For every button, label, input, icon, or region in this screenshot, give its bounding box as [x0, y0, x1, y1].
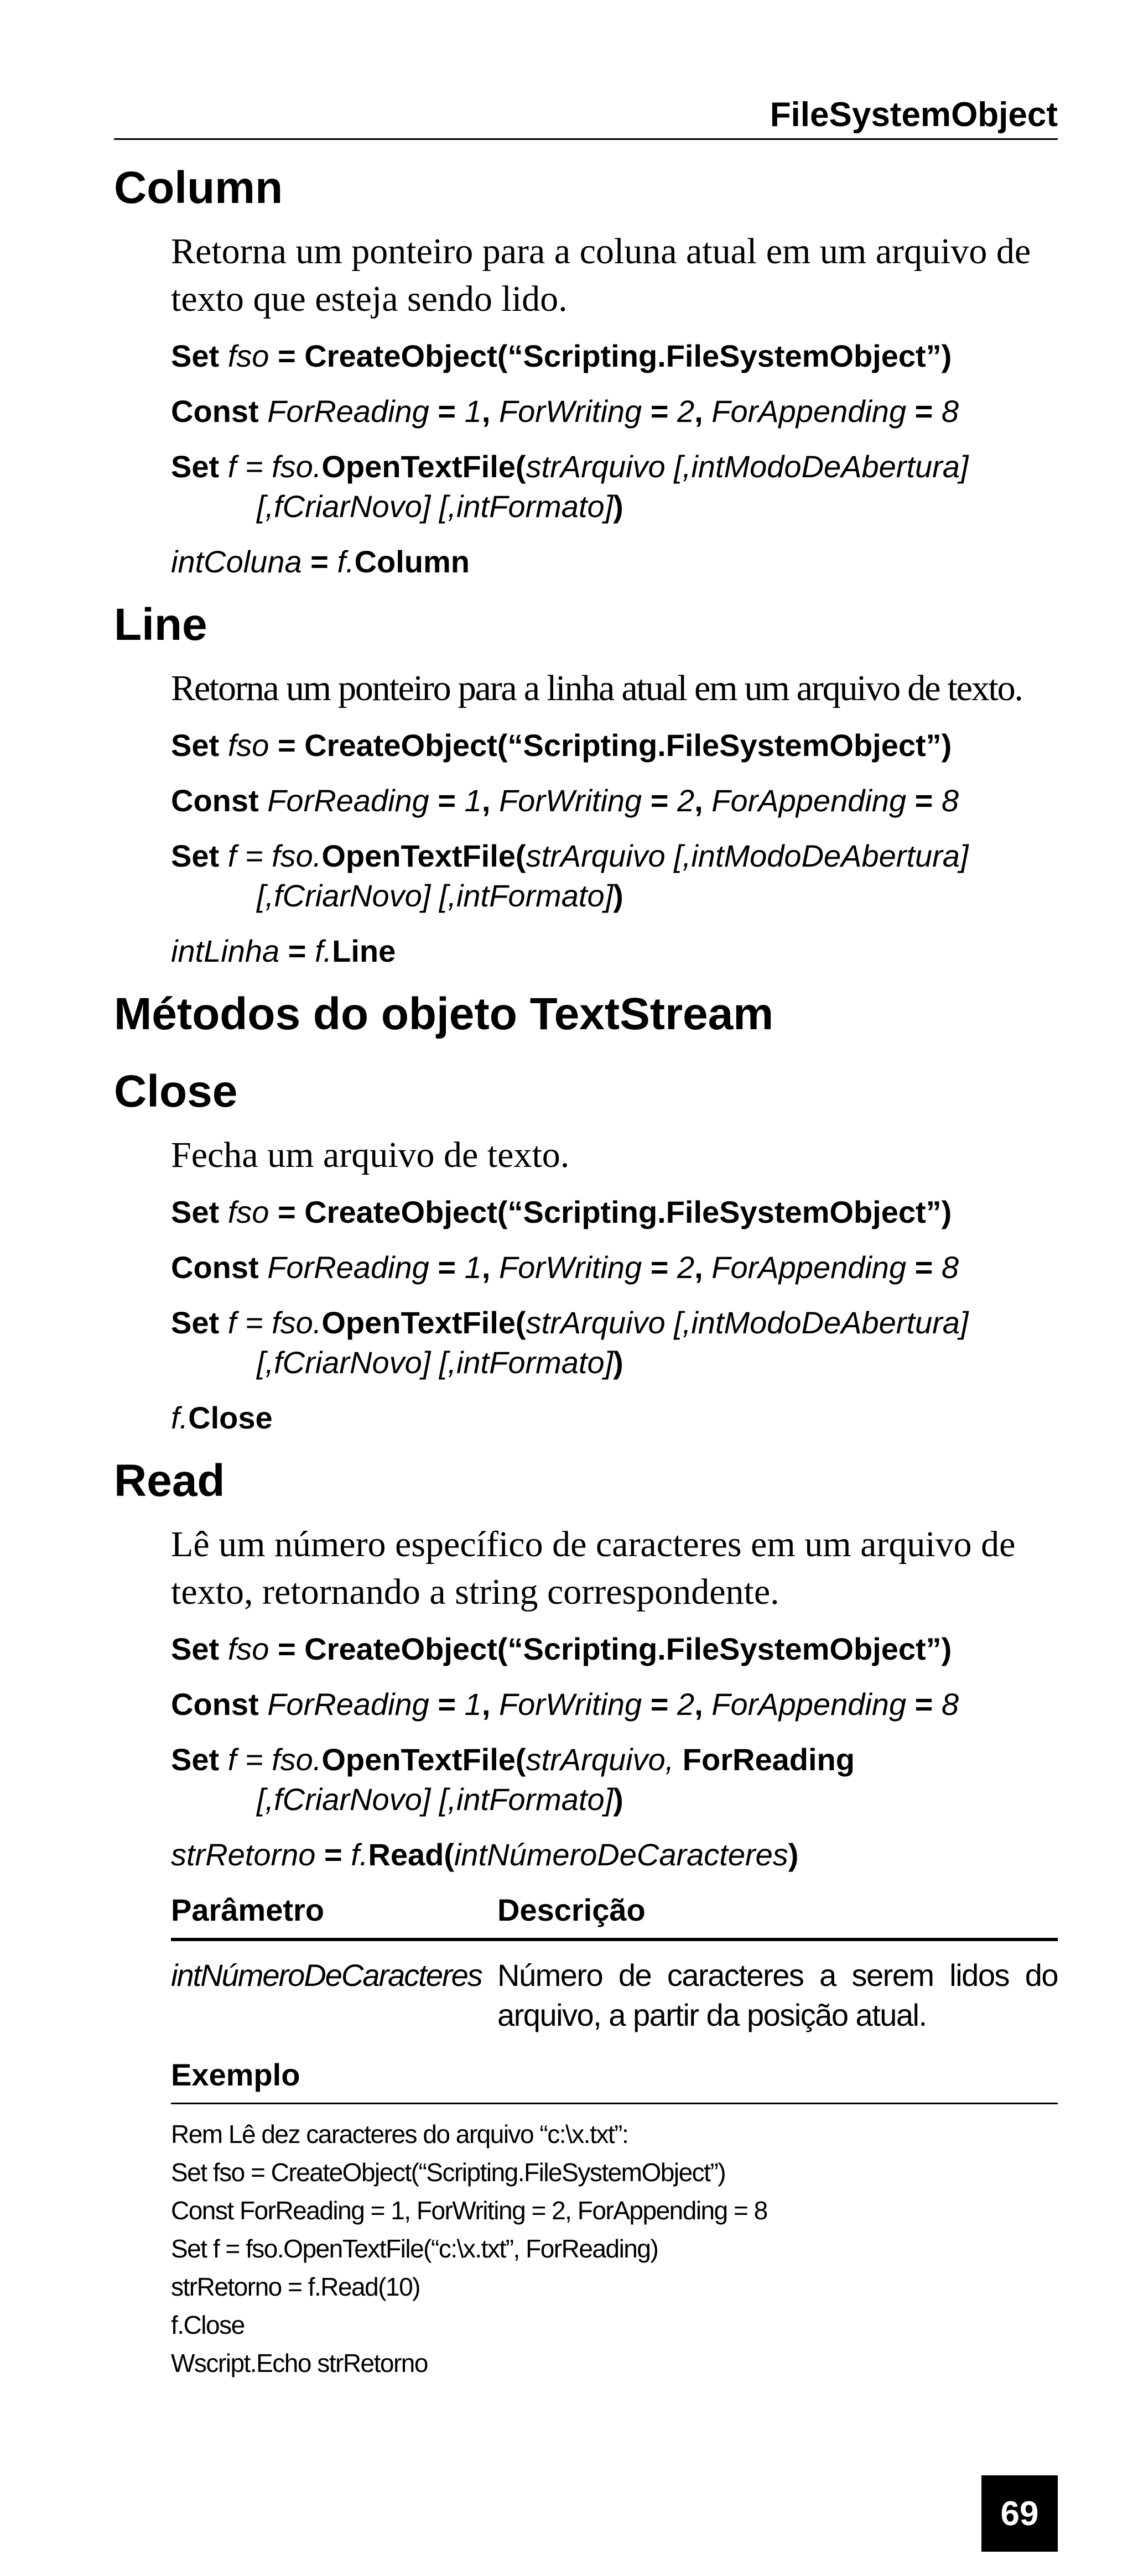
- value: 2: [677, 394, 695, 429]
- code-text: = CreateObject(“Scripting.FileSystemObject”): [269, 1631, 952, 1666]
- keyword: Set: [171, 449, 220, 484]
- section-title-line: Line: [114, 599, 207, 650]
- section-methods: [114, 987, 1058, 1042]
- keyword: Set: [171, 1742, 220, 1777]
- method: Read(: [368, 1837, 454, 1872]
- variable: fso: [227, 1631, 269, 1666]
- operator: =: [906, 1250, 942, 1285]
- operator: =: [279, 934, 315, 968]
- page-content: [114, 160, 1058, 2395]
- value: 2: [677, 1250, 695, 1285]
- arguments: strArquivo [,intModoDeAbertura]: [526, 838, 969, 873]
- separator: ,: [481, 394, 499, 429]
- keyword: Set: [171, 838, 220, 873]
- section-description: Retorna um ponteiro para a linha atual em um arquivo de texto.: [171, 668, 1022, 708]
- parameter-description: Número de caracteres a serem lidos do arquivo, a partir da posição atual.: [497, 1958, 1058, 2032]
- variable: ForAppending: [711, 783, 907, 818]
- code-line: [171, 781, 1058, 821]
- section-description: Lê um número específico de caracteres em um arquivo de texto, retornando a string correspondente.: [171, 1524, 1016, 1612]
- running-head: FileSystemObject: [770, 96, 1058, 134]
- separator: ,: [481, 1250, 499, 1285]
- separator: ,: [694, 1250, 712, 1285]
- code-text: = CreateObject(“Scripting.FileSystemObject”): [269, 338, 952, 373]
- value: 8: [941, 1250, 959, 1285]
- code-line: [171, 1835, 1058, 1875]
- operator: =: [906, 783, 942, 818]
- operator: =: [429, 1687, 465, 1722]
- arguments: strArquivo,: [526, 1742, 674, 1777]
- close-paren: ): [613, 1782, 623, 1817]
- section-title-close: Close: [114, 1066, 238, 1117]
- section-close: [114, 1064, 1058, 1438]
- property: Column: [354, 544, 470, 579]
- example-line: Const ForReading = 1, ForWriting = 2, ForAppending = 8: [171, 2196, 767, 2225]
- section-description: Fecha um arquivo de texto.: [171, 1135, 570, 1175]
- code-line: [171, 392, 1058, 431]
- operator: =: [315, 1837, 351, 1872]
- variable: ForAppending: [711, 394, 907, 429]
- variable: f = fso.: [227, 1305, 322, 1340]
- variable: intLinha: [171, 934, 280, 968]
- separator: ,: [694, 783, 712, 818]
- variable: ForReading: [267, 394, 429, 429]
- value: 8: [941, 783, 959, 818]
- arguments: [,fCriarNovo] [,intFormato]: [257, 489, 614, 524]
- section-read: [114, 1453, 1058, 2382]
- variable: f = fso.: [227, 1742, 322, 1777]
- example-line: Wscript.Echo strRetorno: [171, 2349, 428, 2377]
- keyword: Const: [171, 1687, 259, 1722]
- separator: ,: [694, 1687, 712, 1722]
- code-line: [171, 726, 1058, 765]
- variable: ForWriting: [498, 1687, 642, 1722]
- example-line: Rem Lê dez caracteres do arquivo “c:\x.txt”:: [171, 2120, 628, 2149]
- code-line: [171, 1398, 1058, 1438]
- variable: ForWriting: [498, 783, 642, 818]
- example-line: f.Close: [171, 2311, 245, 2339]
- code-continuation: [171, 876, 1058, 916]
- code-line: [171, 1248, 1058, 1287]
- variable: fso: [227, 338, 269, 373]
- separator: ,: [481, 1687, 499, 1722]
- table-header: [171, 1890, 1058, 1941]
- keyword: Set: [171, 1305, 220, 1340]
- code-continuation: [171, 1343, 1058, 1383]
- header-rule: [114, 138, 1058, 140]
- property: Line: [332, 934, 396, 968]
- variable: ForReading: [267, 1250, 429, 1285]
- operator: =: [302, 544, 337, 579]
- function-name: OpenTextFile(: [321, 449, 526, 484]
- function-name: OpenTextFile(: [321, 1305, 526, 1340]
- code-line: [171, 1192, 1058, 1232]
- column-header-parameter: Parâmetro: [171, 1892, 325, 1927]
- operator: =: [429, 1250, 465, 1285]
- variable: ForWriting: [498, 394, 642, 429]
- variable: f = fso.: [227, 449, 322, 484]
- arguments: intNúmeroDeCaracteres: [454, 1837, 788, 1872]
- function-name: OpenTextFile(: [321, 1742, 526, 1777]
- section-description: Retorna um ponteiro para a coluna atual em um arquivo de texto que esteja sendo lido.: [171, 231, 1031, 319]
- variable: ForAppending: [711, 1250, 907, 1285]
- arguments: strArquivo [,intModoDeAbertura]: [526, 449, 969, 484]
- object: f.: [337, 544, 355, 579]
- arguments: [,fCriarNovo] [,intFormato]: [257, 1782, 614, 1817]
- close-paren: ): [613, 1345, 623, 1380]
- variable: strRetorno: [171, 1837, 316, 1872]
- code-continuation: [171, 1780, 1058, 1819]
- operator: =: [906, 394, 942, 429]
- keyword: Const: [171, 1250, 259, 1285]
- section-title-column: Column: [114, 163, 283, 213]
- keyword: Set: [171, 728, 220, 763]
- code-line: [171, 1740, 1058, 1819]
- arguments: strArquivo [,intModoDeAbertura]: [526, 1305, 969, 1340]
- code-line: [171, 1629, 1058, 1669]
- example-line: Set fso = CreateObject(“Scripting.FileSystemObject”): [171, 2158, 726, 2187]
- close-paren: ): [788, 1837, 799, 1872]
- keyword: Set: [171, 338, 220, 373]
- separator: ,: [694, 394, 712, 429]
- code-continuation: [171, 487, 1058, 526]
- operator: =: [429, 783, 465, 818]
- arguments: [,fCriarNovo] [,intFormato]: [257, 1345, 614, 1380]
- operator: =: [906, 1687, 942, 1722]
- example-code: [171, 2115, 1058, 2382]
- method: Close: [188, 1400, 273, 1435]
- value: 1: [464, 1250, 482, 1285]
- code-text: = CreateObject(“Scripting.FileSystemObject”): [269, 1195, 952, 1229]
- page-number: 69: [981, 2475, 1058, 2552]
- operator: =: [642, 1250, 677, 1285]
- example-title: Exemplo: [171, 2055, 1058, 2104]
- example-line: strRetorno = f.Read(10): [171, 2272, 420, 2301]
- constant: ForReading: [674, 1742, 855, 1777]
- section-column: [114, 160, 1058, 582]
- section-title-read: Read: [114, 1456, 225, 1506]
- value: 8: [941, 394, 959, 429]
- example-line: Set f = fso.OpenTextFile(“c:\x.txt”, ForReading): [171, 2234, 658, 2263]
- code-line: [171, 836, 1058, 916]
- variable: ForReading: [267, 783, 429, 818]
- code-text: = CreateObject(“Scripting.FileSystemObject”): [269, 728, 952, 763]
- code-line: [171, 931, 1058, 971]
- separator: ,: [481, 783, 499, 818]
- keyword: Set: [171, 1195, 220, 1229]
- code-line: [171, 336, 1058, 376]
- operator: =: [642, 783, 677, 818]
- variable: ForWriting: [498, 1250, 642, 1285]
- parameter-name: intNúmeroDeCaracteres: [171, 1958, 482, 1993]
- chapter-heading: Métodos do objeto TextStream: [114, 989, 774, 1039]
- operator: =: [642, 1687, 677, 1722]
- close-paren: ): [613, 878, 623, 913]
- variable: fso: [227, 1195, 269, 1229]
- variable: f = fso.: [227, 838, 322, 873]
- keyword: Set: [171, 1631, 220, 1666]
- value: 1: [464, 1687, 482, 1722]
- object: f.: [351, 1837, 368, 1872]
- value: 1: [464, 783, 482, 818]
- variable: fso: [227, 728, 269, 763]
- table-row: [171, 1956, 1058, 2035]
- value: 2: [677, 1687, 695, 1722]
- keyword: Const: [171, 783, 259, 818]
- code-line: [171, 1303, 1058, 1383]
- code-line: [171, 542, 1058, 582]
- close-paren: ): [613, 489, 623, 524]
- value: 8: [941, 1687, 959, 1722]
- section-line: [114, 597, 1058, 971]
- code-line: [171, 1685, 1058, 1724]
- operator: =: [429, 394, 465, 429]
- value: 1: [464, 394, 482, 429]
- code-line: [171, 447, 1058, 526]
- parameter-table: [171, 1890, 1058, 2035]
- variable: ForReading: [267, 1687, 429, 1722]
- arguments: [,fCriarNovo] [,intFormato]: [257, 878, 614, 913]
- function-name: OpenTextFile(: [321, 838, 526, 873]
- value: 2: [677, 783, 695, 818]
- object: f.: [315, 934, 332, 968]
- variable: ForAppending: [711, 1687, 907, 1722]
- operator: =: [642, 394, 677, 429]
- variable: intColuna: [171, 544, 302, 579]
- column-header-description: Descrição: [497, 1892, 646, 1927]
- keyword: Const: [171, 394, 259, 429]
- object: f.: [171, 1400, 189, 1435]
